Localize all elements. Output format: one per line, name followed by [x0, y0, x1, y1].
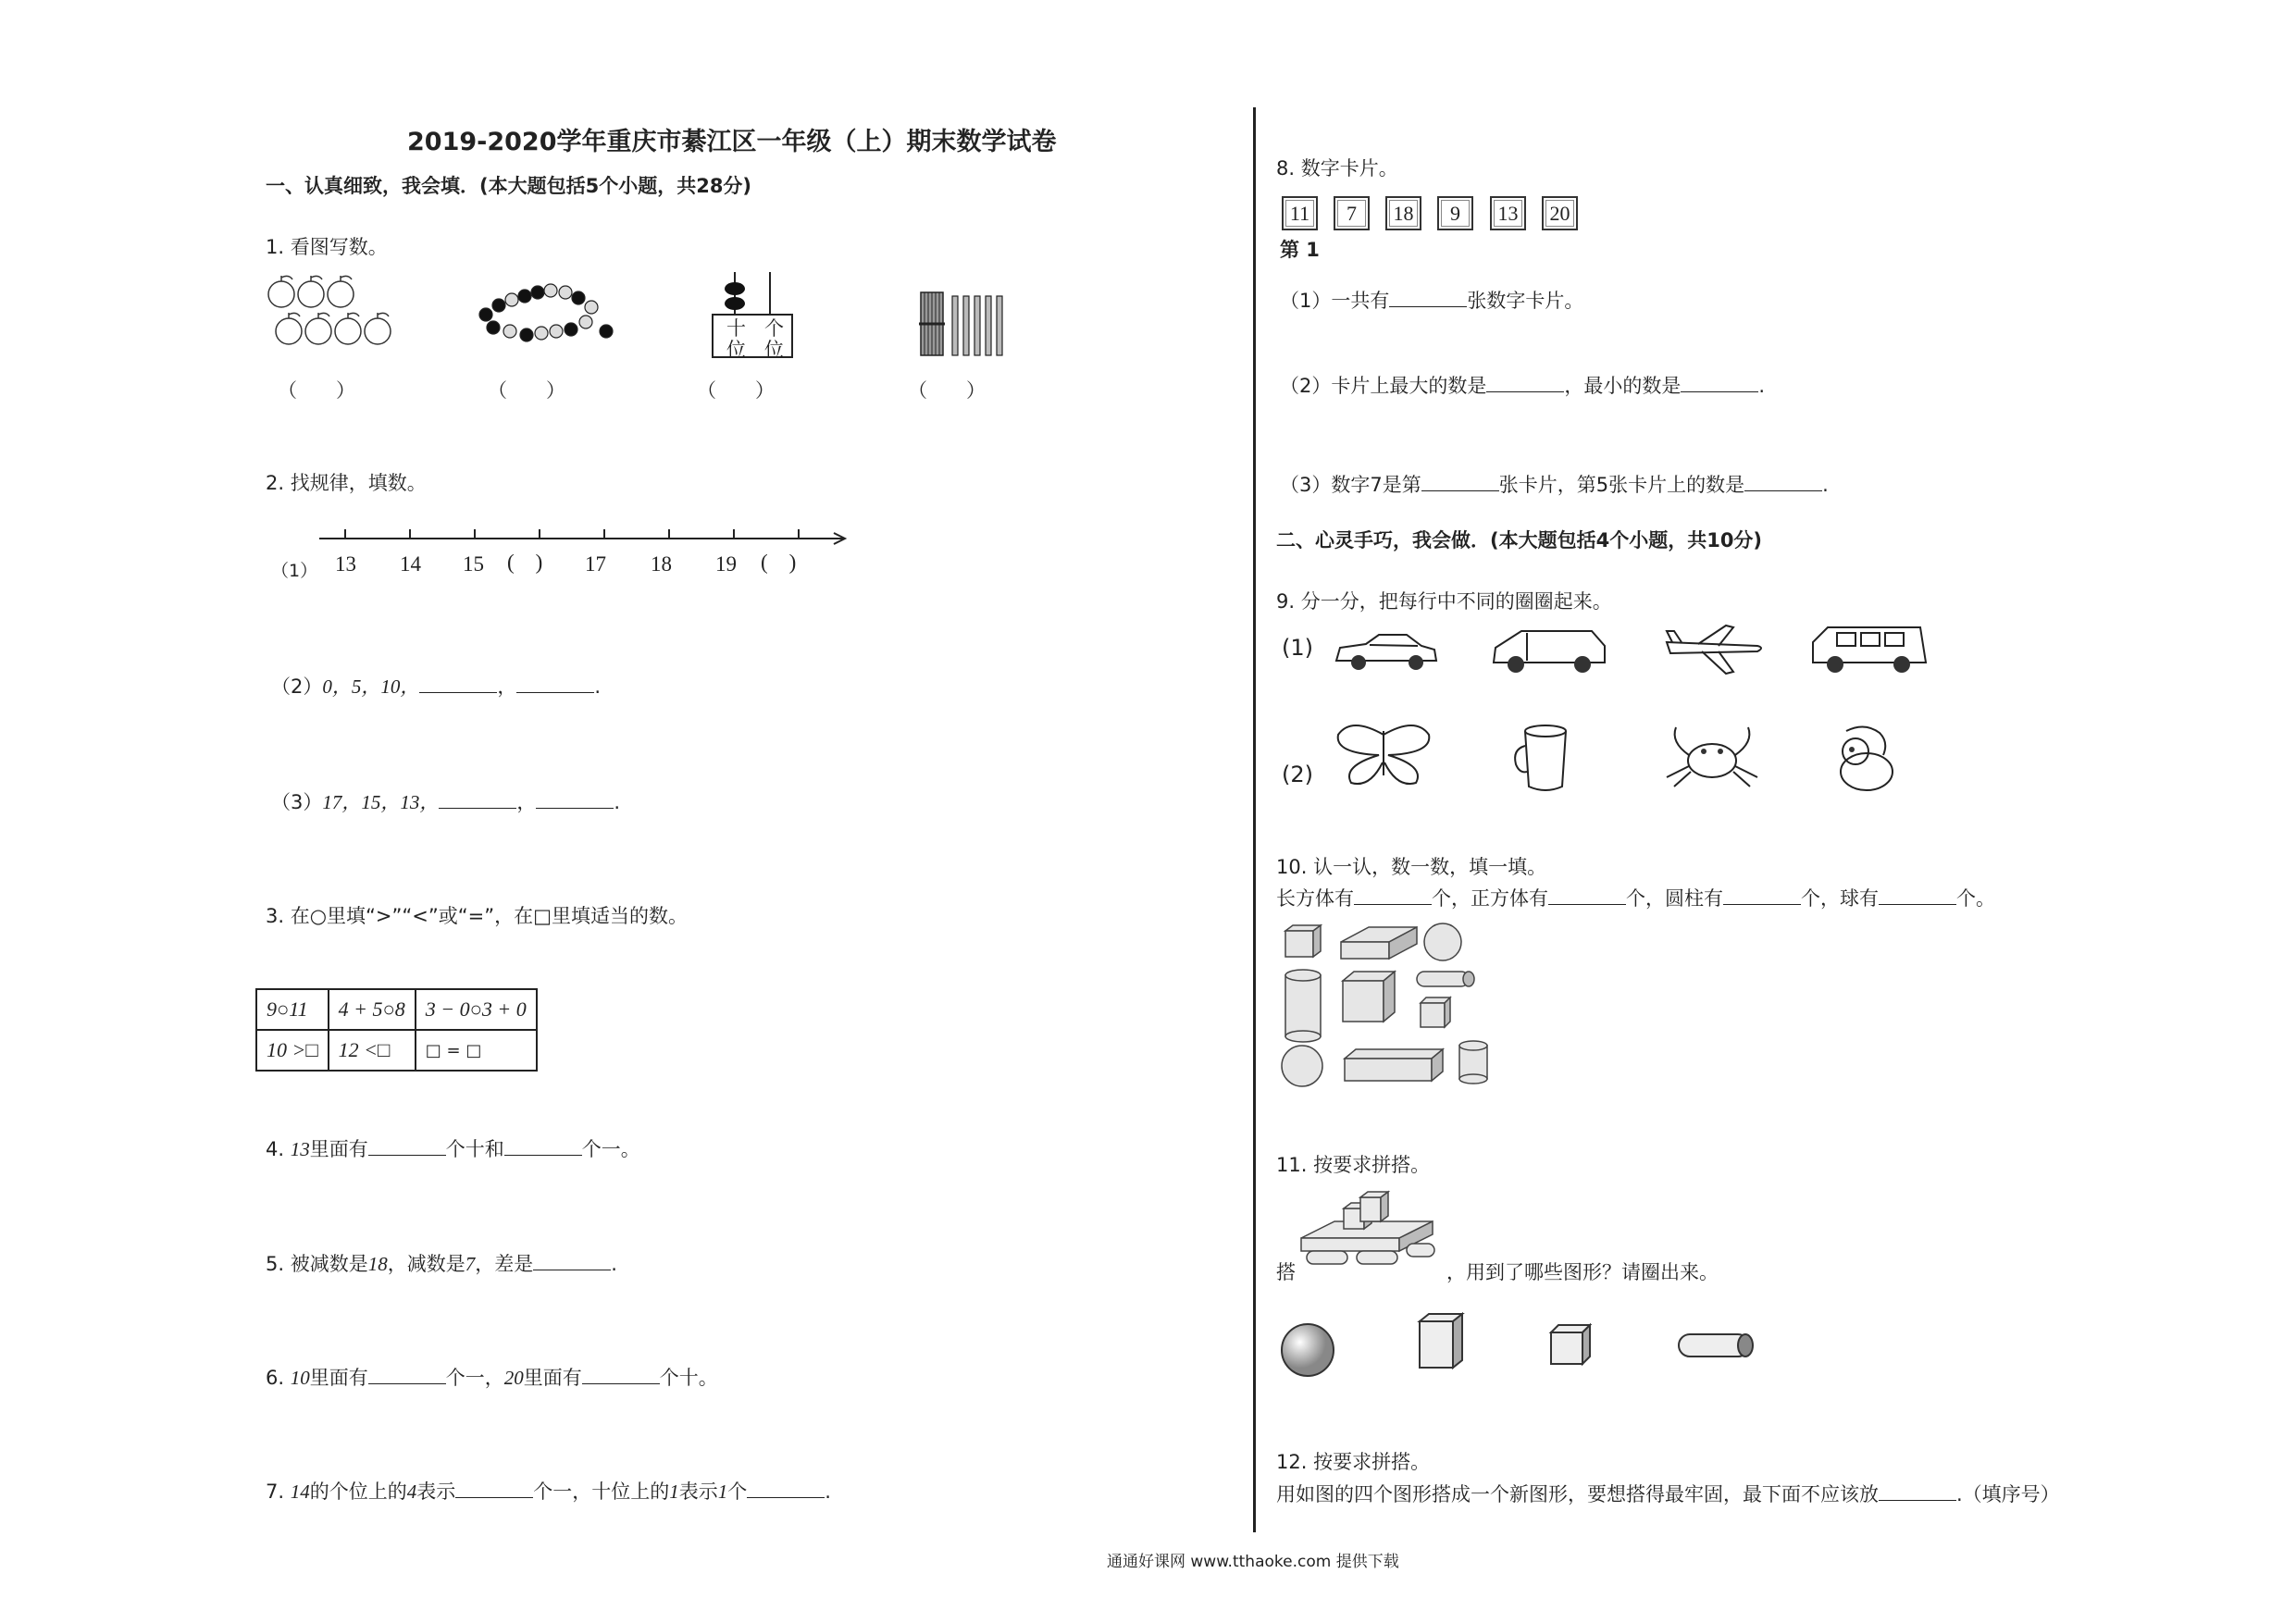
section-1-heading: 一、认真细致，我会填．(本大题包括5个小题，共28分) [266, 175, 752, 197]
question-12-label: 12. 按要求拼搭。 [1276, 1451, 1431, 1473]
question-9-label: 9. 分一分，把每行中不同的圈圈起来。 [1276, 590, 1612, 613]
number-line-blank[interactable]: ( ) [507, 551, 543, 574]
answer-blank[interactable] [1421, 474, 1499, 491]
answer-blank[interactable] [1681, 375, 1758, 392]
table-cell[interactable]: 12 <□ [329, 1030, 416, 1071]
section-2-heading: 二、心灵手巧，我会做．(本大题包括4个小题，共10分) [1276, 529, 1763, 551]
q2-part3-seq: 17，15，13， [322, 791, 440, 813]
q12-question: 用如图的四个图形搭成一个新图形，要想搭得最牢固，最下面不应该放 .（填序号） [1276, 1483, 2060, 1505]
answer-blank[interactable] [1744, 474, 1822, 491]
car-picture[interactable] [1333, 629, 1439, 674]
table-cell[interactable]: 10 >□ [256, 1030, 329, 1071]
question-7: 7. 14的个位上的4表示 个一，十位上的1表示1个 . [266, 1481, 831, 1503]
question-5: 5. 被减数是18，减数是7，差是 . [266, 1253, 617, 1275]
answer-blank[interactable] [536, 791, 614, 809]
answer-blank[interactable] [1389, 290, 1467, 307]
answer-paren[interactable]: （ ） [697, 379, 775, 402]
number-line-label: 15 [463, 552, 484, 576]
q8-part1: （1）一共有 张数字卡片。 [1280, 290, 1584, 312]
q11-pre: 搭 [1276, 1261, 1296, 1283]
beads-picture [477, 283, 615, 350]
page-title: 2019-2020学年重庆市綦江区一年级（上）期末数学试卷 [407, 128, 1057, 156]
table-cell[interactable]: □ = □ [416, 1030, 537, 1071]
q8-part2: （2）卡片上最大的数是 ，最小的数是 . [1280, 375, 1766, 397]
number-card: 13 [1490, 196, 1526, 230]
abacus-wei-label: 位 [764, 339, 784, 361]
build-model-picture [1297, 1190, 1436, 1271]
question-6: 6. 10里面有 个一，20里面有 个十。 [266, 1367, 718, 1389]
question-2-label: 2. 找规律，填数。 [266, 472, 427, 494]
cup-picture[interactable] [1510, 724, 1571, 794]
first-card-note: 第 1 [1280, 239, 1320, 261]
butterfly-picture[interactable] [1333, 722, 1434, 788]
number-line-label: 19 [715, 552, 737, 576]
answer-blank[interactable] [1548, 887, 1626, 905]
answer-blank[interactable] [1486, 375, 1564, 392]
crab-picture[interactable] [1661, 724, 1763, 790]
answer-blank[interactable] [582, 1367, 660, 1384]
table-cell[interactable]: 9○11 [256, 989, 329, 1030]
question-10-label: 10. 认一认，数一数，填一填。 [1276, 856, 1547, 878]
question-1-label: 1. 看图写数。 [266, 236, 388, 258]
answer-paren[interactable]: （ ） [908, 379, 986, 402]
number-line-label: 13 [335, 552, 356, 576]
number-line [319, 526, 849, 553]
number-card: 20 [1542, 196, 1578, 230]
sticks-picture [919, 289, 1004, 359]
abacus-picture [709, 268, 798, 361]
answer-blank[interactable] [504, 1138, 582, 1156]
answer-blank[interactable] [1723, 887, 1801, 905]
number-line-blank[interactable]: ( ) [761, 551, 797, 574]
answer-blank[interactable] [419, 675, 497, 693]
q8-part3: （3）数字7是第 张卡片，第5张卡片上的数是 . [1280, 474, 1829, 496]
answer-paren[interactable]: （ ） [278, 379, 355, 402]
number-line-label: 17 [585, 552, 606, 576]
cuboid-option[interactable] [1416, 1310, 1468, 1371]
number-line-label: 14 [400, 552, 421, 576]
q9-row1-prefix: (1) [1282, 635, 1313, 661]
apples-picture [267, 274, 405, 359]
question-11-label: 11. 按要求拼搭。 [1276, 1154, 1431, 1176]
answer-blank[interactable] [368, 1138, 446, 1156]
answer-blank[interactable] [439, 791, 516, 809]
q2-part3: （3）17，15，13， ， . [271, 791, 621, 813]
q2-part2-seq: 0，5，10， [322, 675, 420, 698]
solids-picture [1280, 922, 1493, 1090]
comparison-table [255, 988, 538, 1072]
answer-blank[interactable] [368, 1367, 446, 1384]
q2-part1-prefix: （1） [271, 561, 318, 581]
q2-part3-prefix: （3） [271, 791, 323, 813]
answer-blank[interactable] [1879, 1483, 1956, 1501]
van-picture[interactable] [1490, 627, 1608, 675]
question-8-label: 8. 数字卡片。 [1276, 157, 1398, 180]
answer-blank[interactable] [1354, 887, 1432, 905]
q2-part2: （2）0，5，10， ， . [271, 675, 602, 698]
number-card: 18 [1385, 196, 1421, 230]
abacus-ones-label: 个 [764, 317, 784, 340]
answer-blank[interactable] [516, 675, 594, 693]
answer-blank[interactable] [455, 1481, 533, 1498]
abacus-tens-label: 十 [726, 317, 746, 340]
number-card: 7 [1334, 196, 1370, 230]
sphere-option[interactable] [1279, 1321, 1336, 1379]
q10-fill: 长方体有 个，正方体有 个，圆柱有 个，球有 个。 [1276, 887, 1995, 910]
table-cell[interactable]: 3 − 0○3 + 0 [416, 989, 537, 1030]
number-card: 9 [1437, 196, 1473, 230]
q11-question: ，用到了哪些图形？请圈出来。 [1446, 1261, 1719, 1283]
answer-paren[interactable]: （ ） [488, 379, 565, 402]
answer-blank[interactable] [747, 1481, 825, 1498]
cube-option[interactable] [1547, 1321, 1594, 1368]
q2-part2-prefix: （2） [271, 675, 323, 698]
minibus-picture[interactable] [1809, 622, 1930, 677]
question-4: 4. 13里面有 个十和 个一。 [266, 1138, 640, 1160]
airplane-picture[interactable] [1661, 622, 1768, 679]
cylinder-option[interactable] [1675, 1331, 1756, 1360]
answer-blank[interactable] [1879, 887, 1956, 905]
column-divider [1253, 107, 1256, 1532]
table-cell[interactable]: 4 + 5○8 [329, 989, 416, 1030]
question-3-label: 3. 在○里填“>”“<”或“=”，在□里填适当的数。 [266, 905, 688, 927]
answer-blank[interactable] [533, 1253, 611, 1270]
q9-row2-prefix: (2) [1282, 762, 1313, 787]
abacus-wei-label: 位 [726, 339, 746, 361]
number-line-label: 18 [651, 552, 672, 576]
rabbit-picture[interactable] [1828, 724, 1905, 794]
number-card: 11 [1282, 196, 1318, 230]
footer-text: 通通好课网 www.tthaoke.com 提供下载 [1107, 1553, 1399, 1571]
